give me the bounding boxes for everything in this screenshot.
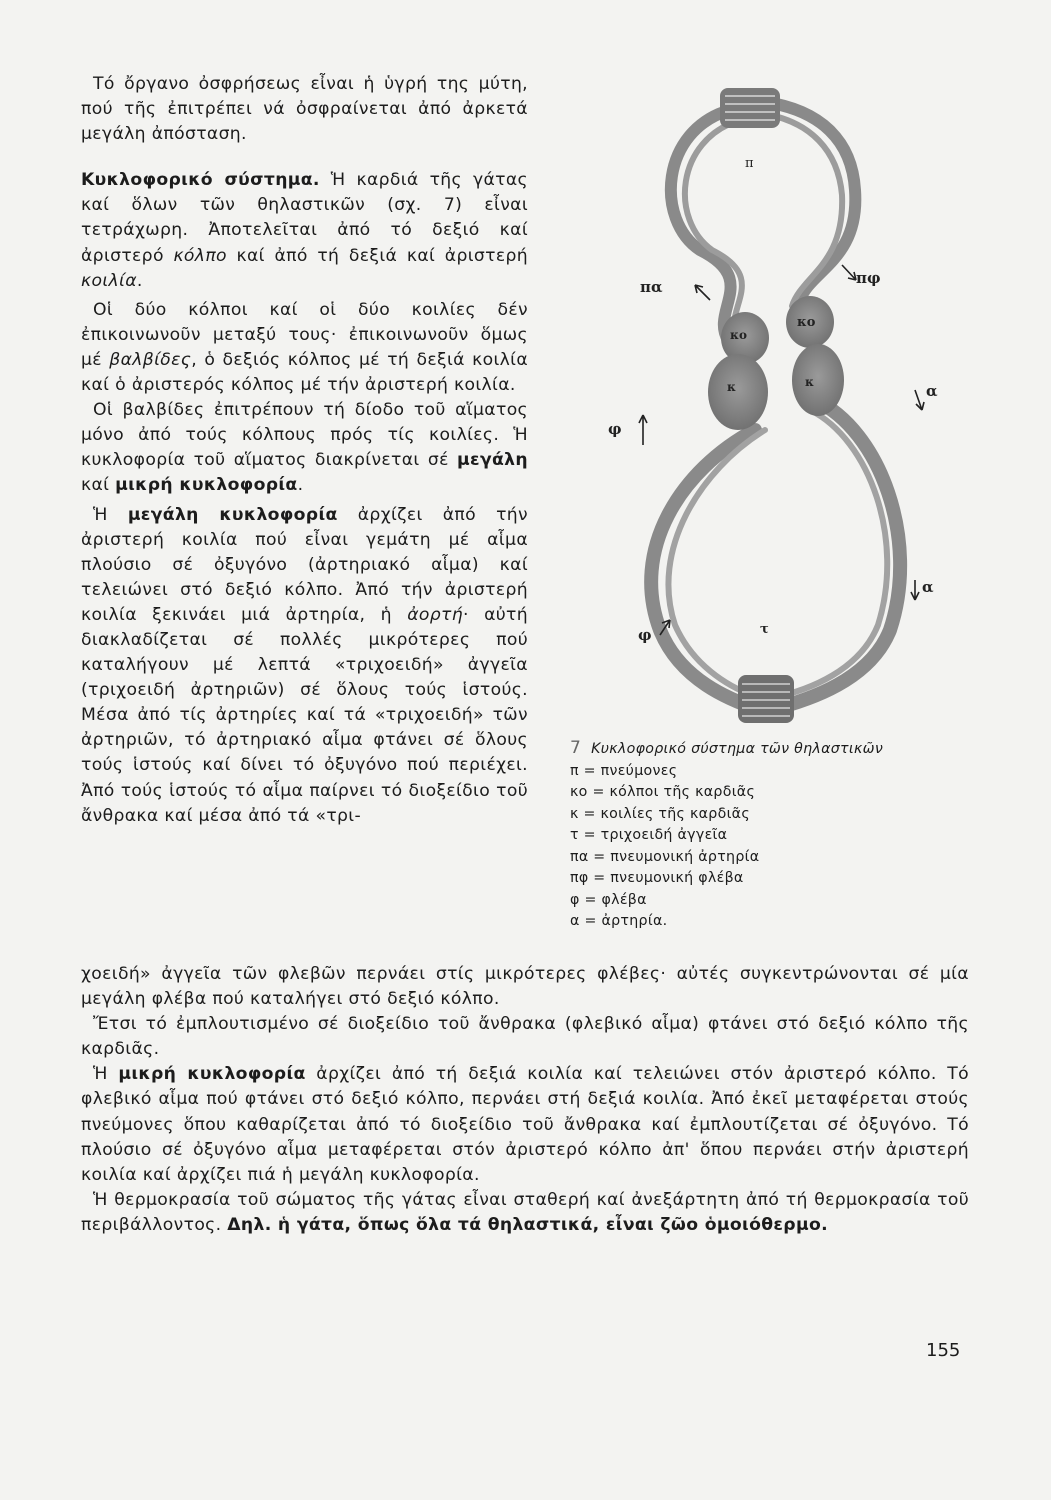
- legend-item: φ = φλέβα: [570, 891, 647, 908]
- paragraph-venous-blood: Ἔτσι τό ἐμπλουτισμένο σέ διοξείδιο τοῦ ἄνθρακα (φλεβικό αἷμα) φτάνει στό δεξιό κόλπο τῆς καρδιᾶς.: [81, 1014, 969, 1060]
- tissue-capillaries: [738, 675, 794, 723]
- left-column-text: [81, 72, 528, 829]
- label-artery-lower: α: [922, 578, 934, 596]
- label-atrium-right: κο: [797, 315, 816, 330]
- circulatory-diagram: [560, 70, 980, 750]
- paragraph-circulatory-system: Κυκλοφορικό σύστημα. Ἡ καρδιά τῆς γάτας καί ὅλων τῶν θηλαστικῶν (σχ. 7) εἶναι τετράχωρη. Ἀποτελεῖται ἀπό τό δεξιό καί ἀριστερό κόλπο καί ἀπό τή δεξιά καί ἀριστερή κοιλία.: [81, 170, 528, 291]
- left-ventricle: [792, 344, 844, 416]
- figure-caption: [570, 738, 990, 933]
- legend-item: πφ = πνευμονική φλέβα: [570, 870, 744, 886]
- legend-item: πα = πνευμονική ἀρτηρία: [570, 848, 760, 865]
- label-artery-upper: α: [926, 382, 938, 400]
- page-number: 155: [926, 1340, 961, 1361]
- label-vein-lower: φ: [638, 626, 652, 644]
- paragraph-blood-flow: Οἱ βαλβίδες ἐπιτρέπουν τή δίοδο τοῦ αἵματος μόνο ἀπό τούς κόλπους πρός τίς κοιλίες. Ἡ κυκλοφορία τοῦ αἵματος διακρίνεται σέ μεγάλη καί μικρή κυκλοφορία.: [81, 400, 528, 496]
- vessel-loop: [651, 102, 900, 710]
- right-ventricle: [708, 354, 768, 430]
- paragraph-temperature: Ἡ θερμοκρασία τοῦ σώματος τῆς γάτας εἶναι σταθερή καί ἀνεξάρτητη ἀπό τή θερμοκρασία τοῦ περιβάλλοντος. Δηλ. ἡ γάτα, ὅπως ὅλα τά θηλαστικά, εἶναι ζῶο ὁμοιόθερμο.: [81, 1189, 969, 1235]
- legend-item: τ = τριχοειδή ἀγγεῖα: [570, 827, 728, 843]
- label-vein-upper: φ: [608, 420, 622, 438]
- full-width-text: [81, 962, 969, 1238]
- label-pulmonary-vein: πφ: [856, 269, 881, 287]
- paragraph-systemic-circulation: Ἡ μεγάλη κυκλοφορία ἀρχίζει ἀπό τήν ἀριστερή κοιλία πού εἶναι γεμάτη μέ αἷμα πλούσιο σέ ὀξυγόνο (ἀρτηριακό αἷμα) καί τελειώνει στό δεξιό κόλπο. Ἀπό τήν ἀριστερή κοιλία ξεκινάει μιά ἀρτηρία, ἡ ἀορτή· αὐτή διακλαδίζεται σέ πολλές μικρότερες πού καταλήγουν μέ λεπτά «τριχοειδή» ἀγγεῖα (τριχοειδή ἀρτηριῶν) σέ ὅλους τούς ἱστούς. Μέσα ἀπό τίς ἀρτηρίες καί τά «τριχοειδή» τῶν ἀρτηριῶν, τό ἀρτηριακό αἷμα φτάνει σέ ὅλους τούς ἱστούς καί δίνει τό ὀξυγόνο πού περιέχει. Ἀπό τούς ἱστούς τό αἷμα παίρνει τό διοξείδιο τοῦ ἄνθρακα καί μέσα ἀπό τά «τρι-: [81, 504, 528, 826]
- label-lungs: π: [745, 156, 754, 171]
- figure-title: Κυκλοφορικό σύστημα τῶν θηλαστικῶν: [591, 741, 884, 757]
- paragraph-veins: χοειδή» ἀγγεῖα τῶν φλεβῶν περνάει στίς μικρότερες φλέβες· αὐτές συγκεντρώνονται σέ μία μεγάλη φλέβα πού καταλήγει στό δεξιό κόλπο.: [81, 964, 969, 1010]
- legend-item: κ = κοιλίες τῆς καρδιᾶς: [570, 805, 750, 822]
- paragraph-valves: Οἱ δύο κόλποι καί οἱ δύο κοιλίες δέν ἐπικοινωνοῦν μεταξύ τους· ἐπικοινωνοῦν ὅμως μέ βαλβίδες, ὁ δεξιός κόλπος μέ τή δεξιά κοιλία καί ὁ ἀριστερός κόλπος μέ τήν ἀριστερή κοιλία.: [81, 299, 528, 396]
- figure-number: 7: [570, 738, 582, 758]
- heading-systemic-circulation: μεγάλη κυκλοφορία: [127, 504, 338, 525]
- conclusion-homeothermic: Δηλ. ἡ γάτα, ὅπως ὅλα τά θηλαστικά, εἶναι ζῶο ὁμοιόθερμο.: [227, 1214, 828, 1235]
- lung-capillaries: [720, 88, 780, 128]
- heading-circulatory-system: Κυκλοφορικό σύστημα.: [81, 170, 320, 191]
- legend-item: α = ἀρτηρία.: [570, 913, 668, 929]
- legend-item: π = πνεύμονες: [570, 762, 678, 779]
- flow-arrows: [639, 265, 924, 635]
- legend-item: κο = κόλποι τῆς καρδιᾶς: [570, 784, 756, 800]
- label-pulmonary-artery: πα: [640, 278, 663, 296]
- heading-pulmonary-circulation: μικρή κυκλοφορία: [118, 1064, 306, 1085]
- circulatory-system-figure: [560, 70, 980, 750]
- paragraph-smell: Τό ὄργανο ὀσφρήσεως εἶναι ἡ ὑγρή της μύτη, πού τῆς ἐπιτρέπει νά ὀσφραίνεται ἀπό ἀρκετά μεγάλη ἀπόσταση.: [81, 74, 528, 145]
- label-capillaries: τ: [760, 622, 769, 637]
- label-ventricle-right: κ: [805, 375, 814, 389]
- paragraph-pulmonary-circulation: Ἡ μικρή κυκλοφορία ἀρχίζει ἀπό τή δεξιά κοιλία καί τελειώνει στόν ἀριστερό κόλπο. Τό φλεβικό αἷμα πού φτάνει στό δεξιό κόλπο, περνάει στή δεξιά κοιλία. Ἀπό ἐκεῖ μεταφέρεται στούς πνεύμονες ὅπου καθαρίζεται ἀπό τό διοξείδιο τοῦ ἄνθρακα καί ἐμπλουτίζεται σέ ὀξυγόνο. Τό πλούσιο σέ ὀξυγόνο αἷμα μεταφέρεται στόν ἀριστερό κόλπο ἀπ' ὅπου περνάει στήν ἀριστερή κοιλία καί ἀρχίζει πιά ἡ μεγάλη κυκλοφορία.: [81, 1064, 970, 1185]
- label-atrium-left: κο: [730, 328, 747, 342]
- label-ventricle-left: κ: [727, 380, 736, 394]
